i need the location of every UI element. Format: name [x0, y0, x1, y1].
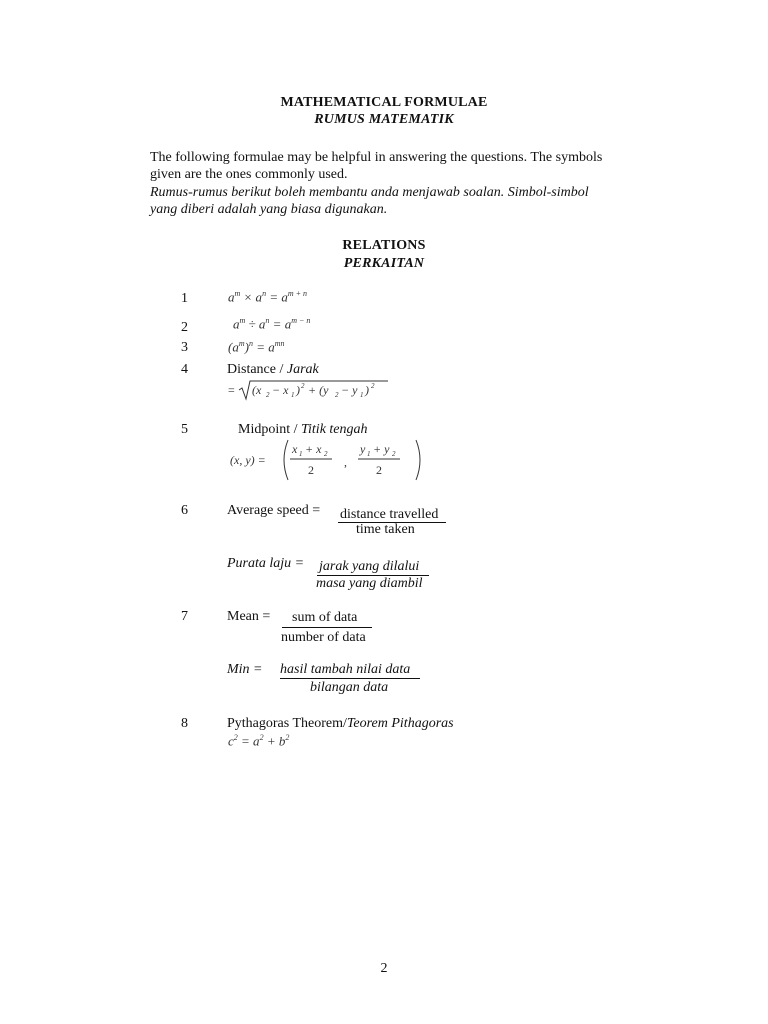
svg-text:2: 2: [335, 391, 339, 399]
formula-number: 3: [181, 340, 188, 355]
mean-label: Mean =: [227, 609, 271, 624]
formula-number: 2: [181, 320, 188, 335]
svg-text:): ): [365, 383, 369, 397]
fraction-bar: [282, 627, 372, 628]
min-numerator: hasil tambah nilai data: [280, 662, 411, 677]
formula-label-distance: [227, 362, 319, 378]
svg-text:+ (y: + (y: [308, 383, 329, 397]
purata-laju-numerator: jarak yang dilalui: [319, 559, 420, 574]
formula-exponent-division: $a^m \div a^n = a^{m - n}$: [233, 316, 311, 332]
svg-text:,: ,: [344, 455, 347, 469]
formula-number: 1: [181, 291, 188, 306]
formula-number: 6: [181, 503, 188, 518]
formula-number: 4: [181, 362, 188, 377]
purata-laju-denominator: masa yang diambil: [316, 576, 423, 591]
average-speed-numerator: distance travelled: [340, 507, 439, 522]
svg-text:− y: − y: [341, 383, 358, 397]
formula-pythagoras-expression: $c^2 = a^2 + b^2$: [228, 733, 290, 749]
document-subtitle: RUMUS MATEMATIK: [314, 112, 454, 127]
svg-text:2: 2: [371, 382, 375, 390]
svg-text:+ y: + y: [373, 442, 390, 456]
purata-laju-label: Purata laju =: [227, 556, 305, 571]
average-speed-label: Average speed =: [227, 503, 321, 518]
min-label: Min =: [227, 662, 263, 677]
formula-distance-expression: [226, 378, 396, 402]
svg-text:): ): [296, 383, 300, 397]
average-speed-denominator: time taken: [356, 522, 415, 537]
formula-number: 5: [181, 422, 188, 437]
label-english: Pythagoras Theorem/: [227, 716, 347, 731]
label-malay: Teorem Pithagoras: [346, 716, 454, 731]
mean-numerator: sum of data: [292, 610, 358, 625]
formula-exponent-multiplication: $a^m \times a^n = a^{m + n}$: [228, 289, 308, 305]
label-malay: Titik tengah: [301, 422, 368, 437]
document-title: MATHEMATICAL FORMULAE: [280, 95, 488, 110]
section-subtitle: PERKAITAN: [343, 256, 425, 271]
label-english: Midpoint /: [238, 422, 302, 437]
svg-text:y: y: [360, 442, 366, 456]
svg-text:2: 2: [308, 463, 314, 477]
formula-midpoint-expression: [228, 436, 428, 484]
svg-text:2: 2: [392, 450, 396, 458]
svg-text:2: 2: [376, 463, 382, 477]
svg-text:2: 2: [301, 382, 305, 390]
label-english: Distance /: [227, 362, 287, 377]
mean-denominator: number of data: [281, 630, 366, 645]
formula-exponent-power: $(a^m)^n = a^{mn}$: [228, 339, 285, 355]
intro-english-line1: The following formulae may be helpful in answering the questions. The symbols: [150, 150, 603, 165]
svg-text:1: 1: [291, 391, 295, 399]
intro-english-line2: given are the ones commonly used.: [150, 167, 348, 182]
svg-text:− x: − x: [272, 383, 289, 397]
intro-malay-line1: Rumus-rumus berikut boleh membantu anda menjawab soalan. Simbol-simbol: [150, 185, 589, 200]
svg-text:2: 2: [266, 391, 270, 399]
svg-text:1: 1: [360, 391, 364, 399]
section-title: RELATIONS: [342, 238, 426, 253]
svg-text:1: 1: [299, 450, 303, 458]
svg-text:2: 2: [324, 450, 328, 458]
intro-malay-line2: yang diberi adalah yang biasa digunakan.: [150, 202, 388, 217]
svg-text:1: 1: [367, 450, 371, 458]
formula-number: 7: [181, 609, 188, 624]
min-denominator: bilangan data: [310, 680, 389, 695]
svg-text:x: x: [292, 442, 298, 456]
svg-text:=: =: [228, 383, 235, 397]
fraction-bar: [280, 678, 420, 679]
svg-text:(x, y) =: (x, y) =: [230, 453, 266, 467]
svg-text:(x: (x: [252, 383, 262, 397]
formula-number: 8: [181, 716, 188, 731]
svg-text:+ x: + x: [305, 442, 322, 456]
formula-label-pythagoras: [227, 716, 454, 732]
page-number: 2: [380, 961, 388, 976]
label-malay: Jarak: [286, 362, 319, 377]
